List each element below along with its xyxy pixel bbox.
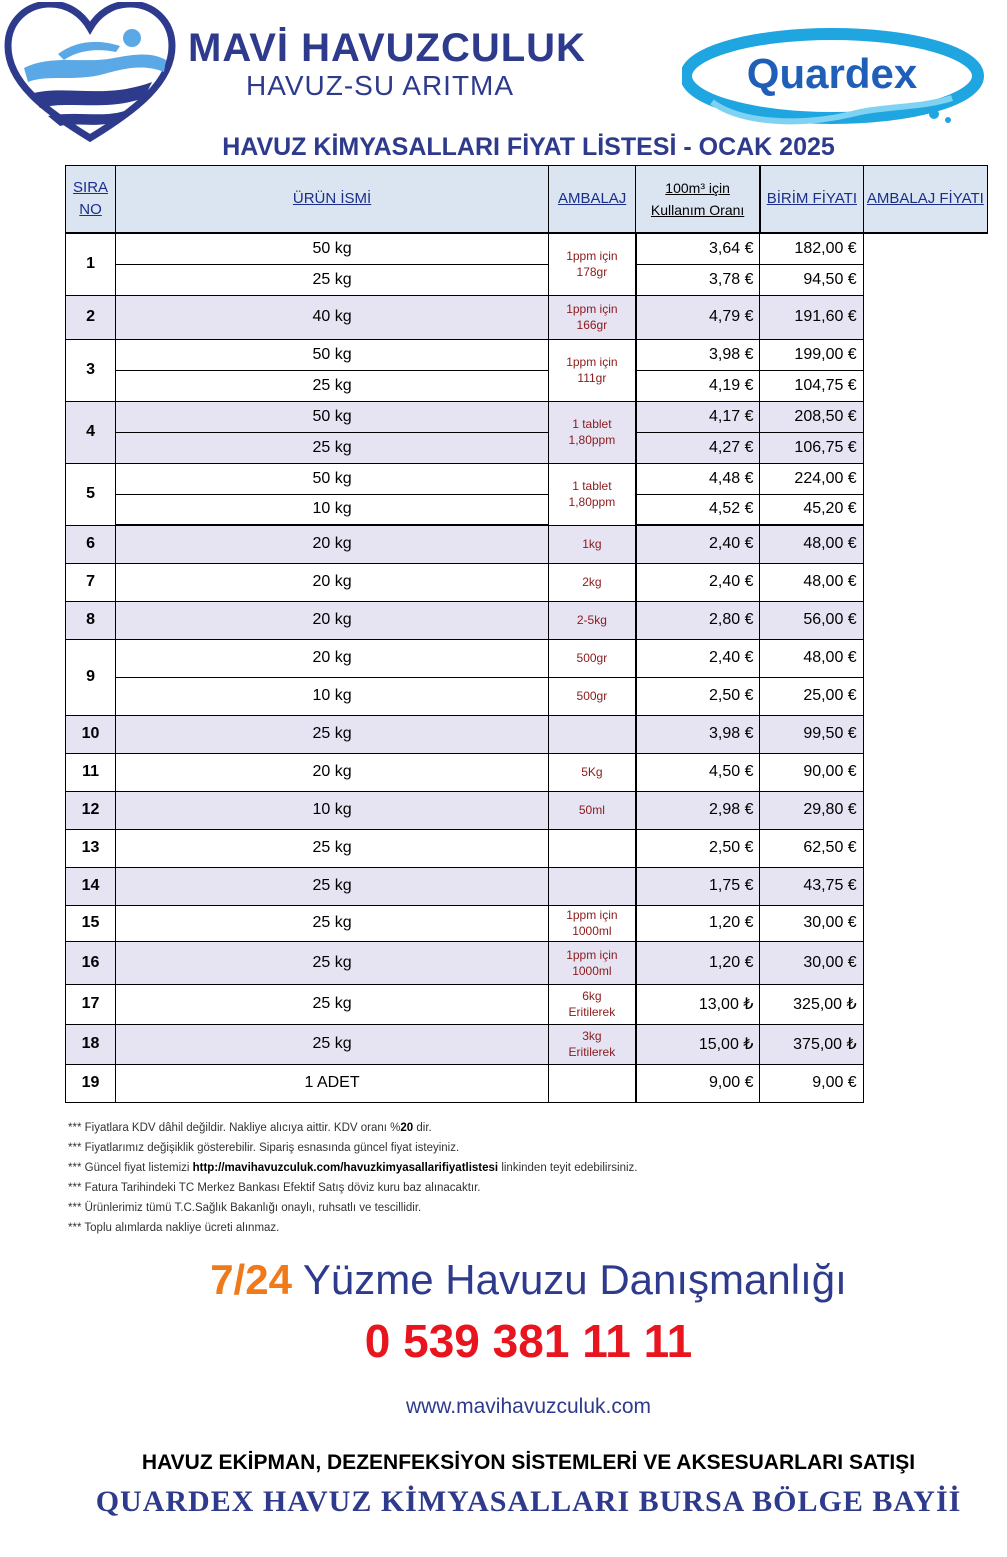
unit-price: 4,48 € (636, 463, 760, 494)
package-size: 1 ADET (116, 1064, 549, 1102)
usage-line1: 1ppm için (566, 302, 618, 316)
package-size: 25 kg (116, 829, 549, 867)
table-row (66, 295, 988, 339)
package-price: 48,00 € (760, 563, 863, 601)
note-vat: *** Fiyatlara KDV dâhil değildir. Nakliye alıcıya aittir. KDV oranı %20 dir. (68, 1122, 432, 1134)
package-price: 29,80 € (760, 791, 863, 829)
package-size: 25 kg (116, 370, 549, 401)
usage-line2: Eritilerek (568, 1045, 616, 1059)
unit-price: 1,20 € (636, 941, 760, 984)
row-number: 19 (66, 1064, 116, 1102)
consult-line: 7/24 Yüzme Havuzu Danışmanlığı (210, 1256, 847, 1303)
usage-rate (549, 984, 636, 1024)
package-size: 20 kg (116, 525, 549, 563)
usage-rate: 500gr (549, 677, 636, 715)
unit-price: 2,40 € (636, 525, 760, 563)
usage-line1: 2-5kg (576, 613, 607, 627)
note-approval: *** Ürünlerimiz tümü T.C.Sağlık Bakanlığı onaylı, ruhsatlı ve tescillidir. (68, 1202, 422, 1214)
table-row (66, 753, 988, 791)
table-row (66, 867, 988, 905)
package-size: 25 kg (116, 432, 549, 463)
unit-price: 9,00 € (636, 1064, 760, 1102)
unit-price: 2,40 € (636, 563, 760, 601)
note-link: *** Güncel fiyat listemizi http://mavihavuzculuk.com/havuzkimyasallarifiyatlistesi linkinden teyit edebilirsiniz. (68, 1162, 638, 1174)
table-row (66, 563, 988, 601)
usage-line1: 1ppm için (566, 355, 618, 369)
brand-heart-logo (4, 2, 176, 142)
row-number: 6 (66, 525, 116, 563)
unit-price: 2,40 € (636, 639, 760, 677)
usage-line1: 6kg (582, 989, 602, 1003)
row-number: 2 (66, 295, 116, 339)
usage-rate (549, 295, 636, 339)
unit-price: 2,50 € (636, 829, 760, 867)
usage-rate: 500gr (549, 639, 636, 677)
table-row (66, 233, 988, 264)
table-row (66, 494, 988, 525)
usage-rate (549, 233, 636, 295)
table-row (66, 829, 988, 867)
package-size: 50 kg (116, 463, 549, 494)
unit-price: 1,75 € (636, 867, 760, 905)
usage-line2: 1000ml (572, 963, 612, 978)
row-number: 14 (66, 867, 116, 905)
usage-rate (549, 563, 636, 601)
table-row (66, 370, 988, 401)
package-price: 62,50 € (760, 829, 863, 867)
usage-line1: 1ppm için (566, 908, 618, 922)
package-price: 9,00 € (760, 1064, 863, 1102)
row-number: 17 (66, 984, 116, 1024)
row-number: 13 (66, 829, 116, 867)
table-row (66, 432, 988, 463)
phone-number[interactable]: 0 539 381 11 11 (364, 1315, 693, 1367)
package-size: 10 kg (116, 677, 549, 715)
usage-rate (549, 867, 636, 905)
table-row (66, 264, 988, 295)
table-body (66, 233, 988, 1102)
brand-name: MAVİ HAVUZCULUK (188, 26, 586, 70)
unit-price: 4,50 € (636, 753, 760, 791)
table-row (66, 339, 988, 370)
usage-line1: 2kg (582, 575, 602, 589)
usage-rate (549, 339, 636, 401)
package-price: 208,50 € (760, 401, 863, 432)
table-row (66, 791, 988, 829)
package-price: 325,00 ₺ (760, 984, 863, 1024)
usage-line1: 50ml (578, 803, 605, 817)
usage-line1: 1 tablet (572, 417, 612, 431)
package-price: 43,75 € (760, 867, 863, 905)
unit-price: 1,20 € (636, 905, 760, 941)
package-size: 20 kg (116, 639, 549, 677)
unit-price: 4,79 € (636, 295, 760, 339)
price-table (65, 165, 988, 1103)
usage-rate (549, 753, 636, 791)
package-price: 182,00 € (760, 233, 863, 264)
row-number: 10 (66, 715, 116, 753)
col-header-no: SIRA NO (66, 166, 116, 234)
col-header-unit-price: BİRİM FİYATI (760, 166, 863, 234)
package-price: 94,50 € (760, 264, 863, 295)
row-number: 12 (66, 791, 116, 829)
package-size: 25 kg (116, 941, 549, 984)
table-row (66, 715, 988, 753)
package-price: 45,20 € (760, 494, 863, 525)
package-price: 90,00 € (760, 753, 863, 791)
package-size: 20 kg (116, 563, 549, 601)
usage-rate (549, 829, 636, 867)
usage-line2: Eritilerek (568, 1005, 616, 1019)
notes (68, 1118, 637, 1238)
unit-price: 3,78 € (636, 264, 760, 295)
unit-price: 4,17 € (636, 401, 760, 432)
row-number: 5 (66, 463, 116, 525)
package-price: 25,00 € (760, 677, 863, 715)
row-number: 15 (66, 905, 116, 941)
page-title: HAVUZ KİMYASALLARI FİYAT LİSTESİ - OCAK 2025 (222, 133, 835, 161)
col-header-pack-price: AMBALAJ FİYATI (863, 166, 987, 234)
usage-line2: 111gr (577, 371, 607, 385)
usage-line2: 1000ml (572, 924, 612, 938)
usage-rate (549, 715, 636, 753)
quardex-logo-text: Quardex (746, 50, 918, 97)
usage-rate (549, 941, 636, 984)
table-row (66, 639, 988, 677)
package-size: 10 kg (116, 791, 549, 829)
quardex-logo (682, 28, 988, 128)
package-size: 40 kg (116, 295, 549, 339)
package-price: 99,50 € (760, 715, 863, 753)
usage-rate (549, 525, 636, 563)
table-row (66, 401, 988, 432)
package-size: 50 kg (116, 233, 549, 264)
unit-price: 3,64 € (636, 233, 760, 264)
package-size: 25 kg (116, 1024, 549, 1064)
package-price: 199,00 € (760, 339, 863, 370)
package-size: 25 kg (116, 264, 549, 295)
row-number: 11 (66, 753, 116, 791)
package-price: 104,75 € (760, 370, 863, 401)
row-number: 7 (66, 563, 116, 601)
usage-line1: 5Kg (581, 765, 603, 779)
unit-price: 15,00 ₺ (636, 1024, 760, 1064)
unit-price: 2,98 € (636, 791, 760, 829)
usage-line1: 1kg (582, 537, 602, 551)
usage-rate (549, 401, 636, 463)
row-number: 9 (66, 639, 116, 715)
package-size: 25 kg (116, 905, 549, 941)
package-price: 48,00 € (760, 639, 863, 677)
row-number: 3 (66, 339, 116, 401)
unit-price: 3,98 € (636, 339, 760, 370)
dealer-line: QUARDEX HAVUZ KİMYASALLARI BURSA BÖLGE BAYİİ (95, 1485, 962, 1518)
website-link[interactable]: www.mavihavuzculuk.com (405, 1395, 652, 1418)
usage-rate (549, 1064, 636, 1102)
package-size: 50 kg (116, 339, 549, 370)
package-size: 50 kg (116, 401, 549, 432)
usage-line2: 1,80ppm (568, 433, 616, 447)
row-number: 1 (66, 233, 116, 295)
package-price: 106,75 € (760, 432, 863, 463)
package-price: 375,00 ₺ (760, 1024, 863, 1064)
unit-price: 4,19 € (636, 370, 760, 401)
row-number: 18 (66, 1024, 116, 1064)
col-header-usage: 100m³ için Kullanım Oranı (636, 166, 760, 234)
usage-line2: 166gr (576, 318, 608, 332)
package-price: 30,00 € (760, 941, 863, 984)
unit-price: 4,27 € (636, 432, 760, 463)
table-row (66, 463, 988, 494)
table-row (66, 677, 988, 715)
package-price: 30,00 € (760, 905, 863, 941)
usage-line1: 1ppm için (566, 249, 618, 264)
package-price: 56,00 € (760, 601, 863, 639)
usage-rate (549, 1024, 636, 1064)
table-header-row (66, 166, 988, 234)
row-number: 4 (66, 401, 116, 463)
package-size: 25 kg (116, 984, 549, 1024)
usage-line2: 178gr (576, 265, 608, 280)
package-size: 10 kg (116, 494, 549, 525)
usage-line1: 1 tablet (572, 479, 612, 493)
col-header-pack: AMBALAJ (549, 166, 636, 234)
sales-line: HAVUZ EKİPMAN, DEZENFEKSİYON SİSTEMLERİ VE AKSESUARLARI SATIŞI (141, 1451, 916, 1474)
unit-price: 2,80 € (636, 601, 760, 639)
usage-rate (549, 463, 636, 525)
row-number: 16 (66, 941, 116, 984)
note-exchange: *** Fatura Tarihindeki TC Merkez Bankası Efektif Satış döviz kuru baz alınacaktır. (68, 1182, 481, 1194)
table-row (66, 1024, 988, 1064)
package-size: 20 kg (116, 601, 549, 639)
usage-line1: 1ppm için (566, 947, 618, 962)
package-price: 48,00 € (760, 525, 863, 563)
package-size: 25 kg (116, 867, 549, 905)
usage-line2: 1,80ppm (568, 495, 616, 509)
table-row (66, 525, 988, 563)
table-row (66, 941, 988, 984)
unit-price: 13,00 ₺ (636, 984, 760, 1024)
unit-price: 4,52 € (636, 494, 760, 525)
usage-rate (549, 601, 636, 639)
usage-rate (549, 905, 636, 941)
col-header-name: ÜRÜN İSMİ (116, 166, 549, 234)
row-number: 8 (66, 601, 116, 639)
table-row (66, 601, 988, 639)
note-price-change: *** Fiyatlarımız değişiklik gösterebilir. Sipariş esnasında güncel fiyat isteyiniz. (68, 1142, 460, 1154)
unit-price: 3,98 € (636, 715, 760, 753)
package-price: 191,60 € (760, 295, 863, 339)
table-row (66, 1064, 988, 1102)
table-row (66, 905, 988, 941)
package-price: 224,00 € (760, 463, 863, 494)
price-list-link[interactable]: http://mavihavuzculuk.com/havuzkimyasallarifiyatlistesi (192, 1162, 499, 1174)
table-row (66, 984, 988, 1024)
usage-line1: 3kg (582, 1029, 602, 1043)
unit-price: 2,50 € (636, 677, 760, 715)
note-shipping: *** Toplu alımlarda nakliye ücreti alınmaz. (68, 1222, 280, 1234)
package-size: 20 kg (116, 753, 549, 791)
usage-rate (549, 791, 636, 829)
brand-subtitle: HAVUZ-SU ARITMA (246, 70, 515, 101)
package-size: 25 kg (116, 715, 549, 753)
